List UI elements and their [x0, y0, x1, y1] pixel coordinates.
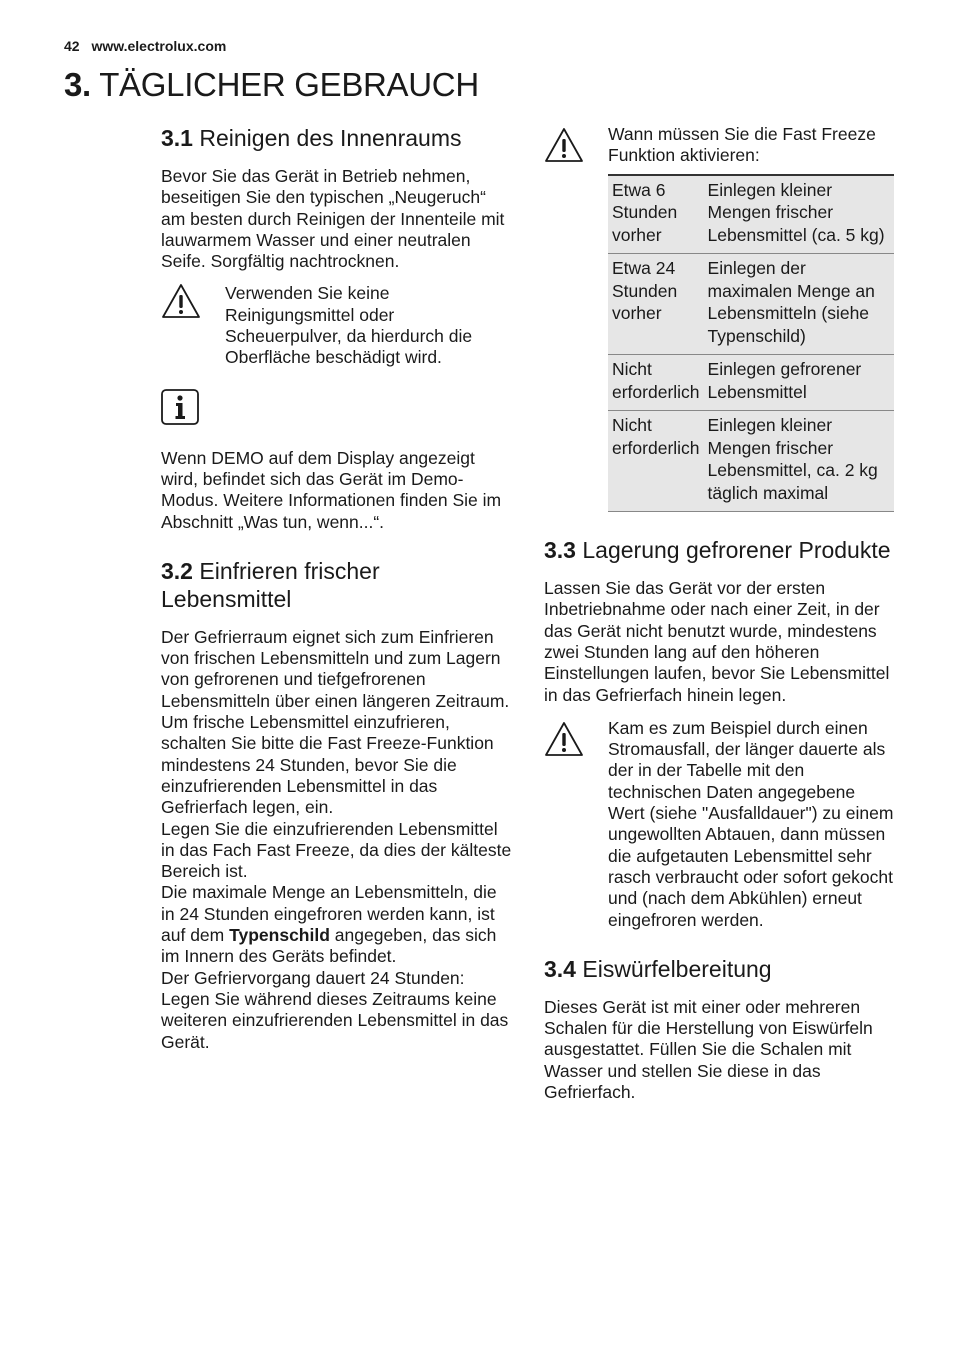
- paragraph: [161, 882, 513, 967]
- text-span: Die maximale Menge an Lebensmitteln, die in 24 Stunden eingefroren werden kann, ist auf dem: [161, 882, 497, 946]
- section-3-2-body: [161, 627, 513, 1053]
- section-number: 3.3: [544, 537, 576, 564]
- demo-info-text: Wenn DEMO auf dem Display angezeigt wird, befindet sich das Gerät im Demo-Modus. Weitere Informationen finden Sie im Abschnitt „Was tun, wenn...“.: [161, 447, 502, 532]
- section-3-1-body: Bevor Sie das Gerät in Betrieb nehmen, beseitigen Sie den typischen „Neugeruch“ am besten durch Reinigen der Innenteile mit lauwarmem Wasser und einer neutralen Seife. Sorgfältig nachtrocknen.: [161, 166, 505, 272]
- left-column: [161, 124, 513, 1053]
- page-header: [64, 38, 226, 54]
- paragraph: Um frische Lebensmittel einzufrieren, schalten Sie bitte die Fast Freeze-Funktion mindestens 24 Stunden, bevor Sie die einzufrierenden Lebensmittel in das Gefrierfach legen, ein.: [161, 712, 494, 818]
- table-row: [608, 411, 894, 512]
- warning-text: Verwenden Sie keine Reinigungsmittel oder Scheuerpulver, da hierdurch die Oberfläche beschädigt wird.: [225, 283, 473, 368]
- warning-text: Wann müssen Sie die Fast Freeze Funktion aktivieren:: [608, 124, 876, 166]
- right-column: [544, 124, 896, 1103]
- section-number: 3.4: [544, 955, 576, 982]
- section-title: Eiswürfelbereitung: [582, 955, 772, 982]
- section-3-1-heading: [161, 124, 513, 152]
- fast-freeze-table: [608, 174, 894, 513]
- section-3-3-heading: [544, 536, 896, 564]
- chapter-title: [64, 66, 479, 104]
- paragraph: Der Gefriervorgang dauert 24 Stunden: Legen Sie während dieses Zeitraums keine weiteren einzufrierenden Lebensmittel in das Gerät.: [161, 967, 509, 1052]
- text-span: angegeben, das sich im Innern des Geräts befindet.: [161, 925, 497, 967]
- info-icon: [161, 389, 199, 425]
- table-cell-when: Nicht erforderlich: [608, 355, 704, 411]
- table-cell-what: Einlegen kleiner Mengen frischer Lebensmittel, ca. 2 kg täglich maximal: [704, 411, 894, 512]
- table-row: [608, 175, 894, 254]
- thaw-warning: [544, 718, 896, 931]
- warning-text: Kam es zum Beispiel durch einen Stromausfall, der länger dauerte als der in der Tabelle mit den technischen Daten angegebene Wert (siehe "Ausfalldauer") zu einem ungewollten Abtauen, dann müssen die aufgetauten Lebensmittel sehr rasch verbraucht oder sofort gekocht und (nach dem Abkühlen) erneut eingefroren werden.: [608, 717, 894, 930]
- warning-icon: [161, 283, 201, 319]
- section-number: 3.1: [161, 125, 193, 151]
- chapter-title-text: TÄGLICHER GEBRAUCH: [99, 66, 479, 103]
- chapter-number: 3.: [64, 66, 91, 103]
- table-cell-when: Etwa 6 Stunden vorher: [608, 175, 704, 254]
- table-row: [608, 254, 894, 355]
- section-3-2-heading: [161, 557, 513, 613]
- paragraph: Der Gefrierraum eignet sich zum Einfrieren von frischen Lebensmitteln und zum Lagern von gefrorenen und tiefgefrorenen Lebensmitteln über einen längeren Zeitraum.: [161, 626, 510, 711]
- section-title: Reinigen des Innenraums: [199, 125, 462, 151]
- warning-icon: [544, 127, 584, 163]
- section-title: Lagerung gefrorener Produkte: [582, 537, 891, 564]
- table-cell-what: Einlegen kleiner Mengen frischer Lebensmittel (ca. 5 kg): [704, 175, 894, 254]
- bold-term: Typenschild: [229, 925, 330, 946]
- page-number: 42: [64, 38, 80, 54]
- section-3-4-heading: [544, 955, 896, 983]
- section-number: 3.2: [161, 557, 193, 584]
- table-cell-what: Einlegen gefrorener Lebensmittel: [704, 355, 894, 411]
- section-3-3-body: Lassen Sie das Gerät vor der ersten Inbetriebnahme oder nach einer Zeit, in der das Gerät nicht benutzt wurde, mindestens zwei Stunden lang auf den höheren Einstellungen laufen, bevor Sie Lebensmittel in das Gefrierfach hinein legen.: [544, 578, 890, 705]
- table-cell-what: Einlegen der maximalen Menge an Lebensmitteln (siehe Typenschild): [704, 254, 894, 355]
- section-3-4-body: Dieses Gerät ist mit einer oder mehreren Schalen für die Herstellung von Eiswürfeln ausgestattet. Füllen Sie die Schalen mit Wasser und stellen Sie diese in das Gefrierfach.: [544, 996, 873, 1103]
- paragraph: Legen Sie die einzufrierenden Lebensmittel in das Fach Fast Freeze, da dies der kälteste Bereich ist.: [161, 818, 512, 882]
- table-cell-when: Etwa 24 Stunden vorher: [608, 254, 704, 355]
- warning-icon: [544, 721, 584, 757]
- section-title: Einfrieren frischer Lebensmittel: [161, 557, 380, 612]
- website-link[interactable]: www.electrolux.com: [91, 38, 227, 54]
- table-row: [608, 355, 894, 411]
- table-cell-when: Nicht erforderlich: [608, 411, 704, 512]
- fast-freeze-warning: [544, 124, 896, 167]
- cleaning-warning: [161, 283, 513, 368]
